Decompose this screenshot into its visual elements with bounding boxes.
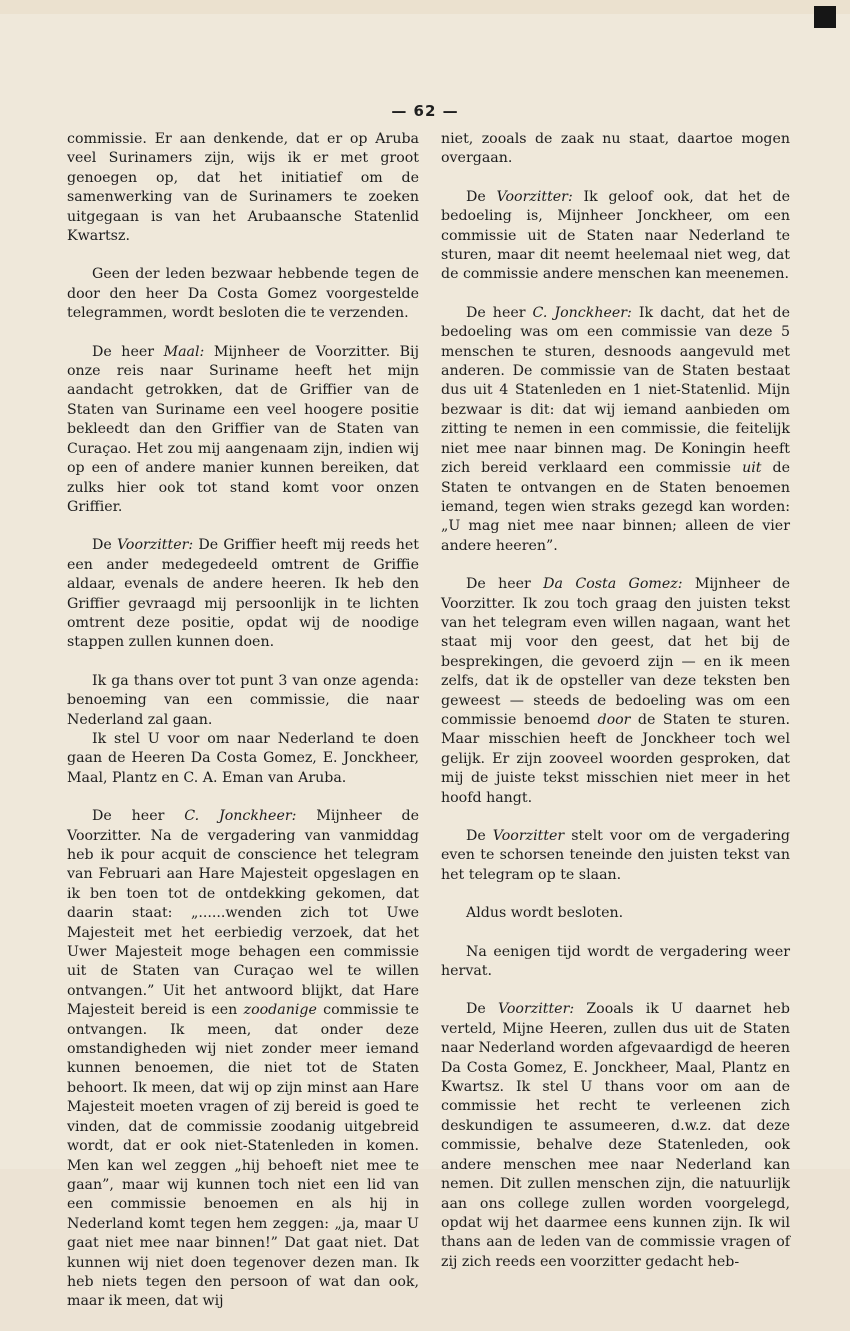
left-column — [67, 130, 419, 1331]
speaker-name: Voorzitter: — [496, 188, 573, 205]
paragraph: Ik ga thans over tot punt 3 van onze agenda: benoeming van een commissie, die naar Nederland zal gaan. — [67, 672, 419, 728]
paragraph: De heer Maal: Mijnheer de Voorzitter. Bij onze reis naar Suriname heeft het mijn aandacht getrokken, dat de Griffier van de Staten van Suriname een veel hoogere positie bekleedt dan den Griffier van de Staten van Curaçao. Het zou mij aangenaam zijn, indien wij op een of andere manier kunnen bereiken, dat zulks hier ook tot stand komt voor onzen Griffier. — [67, 343, 419, 515]
paragraph: niet, zooals de zaak nu staat, daartoe mogen overgaan. — [441, 131, 790, 167]
speaker-name: Voorzitter: — [497, 1001, 575, 1018]
paragraph: Na eenigen tijd wordt de vergadering weer hervat. — [441, 943, 790, 980]
emphasis: zoodanige — [243, 1002, 317, 1019]
paragraph: commissie. Er aan denkende, dat er op Aruba veel Surinamers zijn, wijs ik er met groot genoegen op, dat het initiatief om de samenwerking van de Surinamers te zoeken uitgegaan is van het Arubaansche Statenlid Kwartsz. — [67, 131, 419, 245]
speaker-name: C. Jonckheer: — [532, 304, 632, 321]
paragraph: De heer C. Jonckheer: Ik dacht, dat het de bedoeling was om een commissie van deze 5 menschen te sturen, desnoods aangevuld met anderen. De commissie van de Staten bestaat dus uit 4 Statenleden en 1 niet-Statenlid. Mijn bezwaar is dit: dat wij iemand aanbieden om zitting te nemen in een commissie, die feitelijk niet mee naar binnen mag. De Koningin heeft zich bereid verklaard een commissie uit de Staten te ontvangen en de Staten benoemen iemand, tegen wien straks gezegd kan worden: „U mag niet mee naar binnen; alleen de vier andere heeren”. — [441, 304, 790, 554]
emphasis: door — [597, 711, 631, 728]
paragraph: De Voorzitter stelt voor om de vergadering even te schorsen teneinde den juisten tekst van het telegram op te slaan. — [441, 828, 790, 883]
speaker-name: Maal: — [163, 343, 205, 360]
paragraph: De Voorzitter: Zooals ik U daarnet heb verteld, Mijne Heeren, zullen dus uit de Staten naar Nederland worden afgevaardigd de heeren Da Costa Gomez, E. Jonckheer, Maal, Plantz en Kwartsz. Ik stel U thans voor om aan de commissie het recht te verleenen zich deskundigen te assumeeren, d.w.z. dat deze commissie, behalve deze Statenleden, ook andere menschen mee naar Nederland kan nemen. Dit zullen menschen zijn, die natuurlijk aan ons college zullen worden voorgelegd, opdat wij het daarmee eens kunnen zijn. Ik wil thans aan de leden van de commissie vragen of zij zich reeds een voorzitter gedacht heb- — [441, 1001, 790, 1270]
paragraph: De Voorzitter: De Griffier heeft mij reeds het een ander medegedeeld omtrent de Griffie aldaar, evenals de andere heeren. Ik heb den Griffier gevraagd mij persoonlijk in te lichten omtrent deze positie, opdat wij de noodige stappen zullen kunnen doen. — [67, 537, 419, 651]
speaker-name: Voorzitter: — [116, 537, 194, 554]
speaker-name: Voorzitter — [492, 828, 565, 844]
paragraph: Ik stel U voor om naar Nederland te doen gaan de Heeren Da Costa Gomez, E. Jonckheer, Maal, Plantz en C. A. Eman van Aruba. — [67, 730, 419, 786]
scan-corner-marker — [814, 6, 836, 28]
page-number: — 62 — — [391, 102, 459, 120]
paragraph: Aldus wordt besloten. — [466, 905, 624, 922]
emphasis: uit — [742, 460, 762, 477]
speaker-name: C. Jonckheer: — [184, 808, 297, 825]
paragraph: De Voorzitter: Ik geloof ook, dat het de bedoeling is, Mijnheer Jonckheer, om een commissie uit de Staten naar Nederland te sturen, maar dit neemt heelemaal niet weg, dat de commissie andere menschen kan meenemen. — [441, 188, 791, 283]
paragraph: De heer Da Costa Gomez: Mijnheer de Voorzitter. Ik zou toch graag den juisten tekst van het telegram even willen nagaan, want het staat mij voor den geest, dat het bij de besprekingen, die gevoerd zijn — en ik meen zelfs, dat ik de opsteller van deze teksten ben geweest — steeds de bedoeling was om een commissie benoemd door de Staten te sturen. Maar misschien heeft de Jonckheer toch wel gelijk. Er zijn zooveel woorden gesproken, dat mij de juiste tekst misschien niet meer in het hoofd hangt. — [441, 576, 790, 806]
paragraph: De heer C. Jonckheer: Mijnheer de Voorzitter. Na de vergadering van vanmiddag heb ik pour acquit de conscience het telegram van Februari aan Hare Majesteit opgeslagen en ik ben toen tot de ontdekking gekomen, dat daarin staat: „......wenden zich tot Uwe Majesteit met het eerbiedig verzoek, dat het Uwer Majesteit moge behagen een commissie uit de Staten van Curaçao wel te willen ontvangen.” Uit het antwoord blijkt, dat Hare Majesteit bereid is een zoodanige commissie te ontvangen. Ik meen, dat onder deze omstandigheden wij niet zonder meer iemand kunnen benoemen, die niet tot de Staten behoort. Ik meen, dat wij op zijn minst aan Hare Majesteit moeten vragen of zij bereid is goed te vinden, dat de commissie zoodanig uitgebreid wordt, dat er ook niet-Statenleden in komen. Men kan wel zeggen „hij behoeft niet mee te gaan”, maar wij kunnen toch niet een lid van een commissie benoemen en als hij in Nederland komt tegen hem zeggen: „ja, maar U gaat niet mee naar binnen!” Dat gaat niet. Dat kunnen wij niet doen tegenover dezen man. Ik heb niets tegen den persoon of wat dan ook, maar ik meen, dat wij — [67, 808, 419, 1310]
right-column — [441, 130, 790, 1291]
page-top-edge — [0, 0, 850, 14]
speaker-name: Da Costa Gomez: — [543, 576, 683, 593]
paragraph: Geen der leden bezwaar hebbende tegen de door den heer Da Costa Gomez voorgestelde telegrammen, wordt besloten die te verzenden. — [67, 266, 419, 322]
